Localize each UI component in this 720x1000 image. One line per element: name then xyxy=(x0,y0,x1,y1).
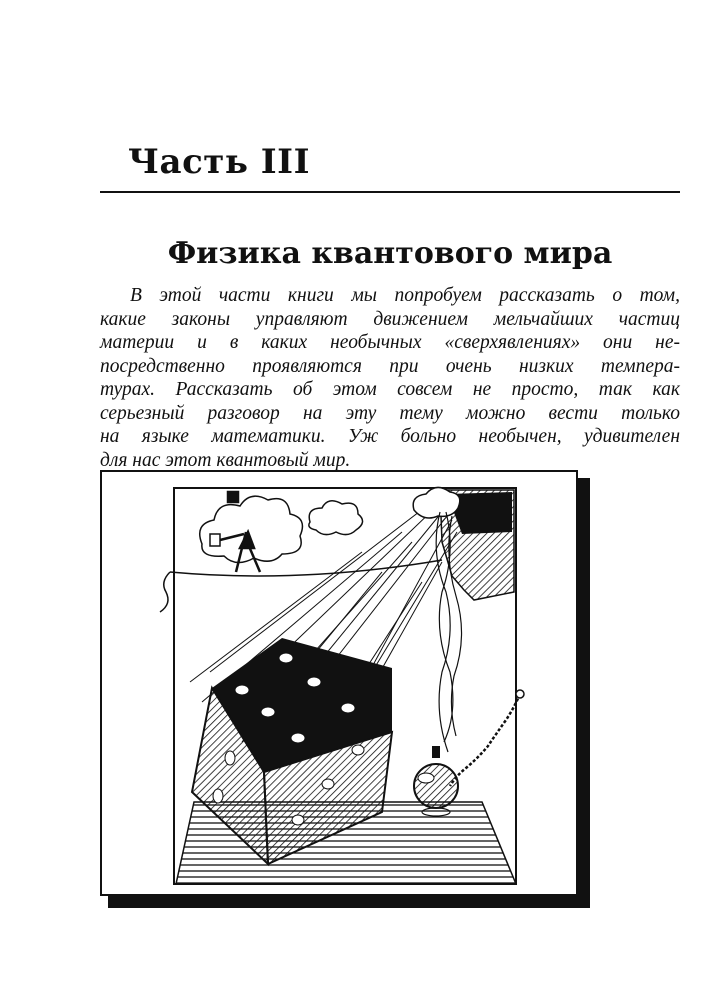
title-rule xyxy=(100,191,680,193)
part-title: Часть III xyxy=(128,142,310,182)
intro-line: посредственно проявляются при очень низких темпера- xyxy=(100,355,680,377)
intro-line: какие законы управляют движением мельчайших частиц xyxy=(100,308,680,330)
cloud-right xyxy=(413,487,460,518)
intro-paragraph xyxy=(100,284,680,472)
intro-line: турах. Рассказать об этом совсем не просто, так как xyxy=(100,379,680,400)
illustration-drawing xyxy=(102,472,576,894)
illustration-figure xyxy=(100,470,578,896)
intro-line: серьезный разговор на эту тему можно вести только xyxy=(100,402,680,424)
cloud-middle xyxy=(309,501,363,535)
intro-line: для нас этот квантовый мир. xyxy=(100,449,351,471)
intro-line: на языке математики. Уж больно необычен, удивителен xyxy=(100,426,680,447)
intro-line: В этой части книги мы попробуем рассказать о том, xyxy=(130,285,680,306)
intro-line: материи и в каких необычных «сверхявлениях» они не- xyxy=(100,332,680,353)
pocket-watch xyxy=(414,690,524,816)
chapter-title: Физика квантового мира xyxy=(167,236,613,271)
